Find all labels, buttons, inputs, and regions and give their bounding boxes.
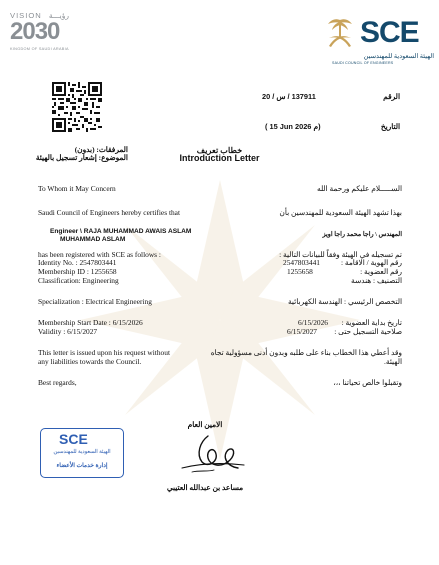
identity-arabic-label: رقم الهوية / الاقامة :: [340, 258, 402, 267]
identity-english: Identity No. : 2547803441: [38, 258, 117, 267]
vision-logo-subtitle: KINGDOM OF SAUDI ARABIA: [10, 47, 69, 51]
engineer-name-line1: Engineer \ RAJA MUHAMMAD AWAIS ASLAM: [50, 228, 192, 235]
engineer-name-arabic: المهندس \ راجا محمد راجا اويز: [322, 231, 402, 238]
letter-date-label: التاريخ: [380, 122, 400, 131]
membership-arabic-value: 1255658: [287, 267, 313, 276]
issued-arabic-line1: وقد أعطي هذا الخطاب بناء على طلبه وبدون أدنى مسؤولية تجاه: [210, 348, 402, 357]
secretary-general-title: الامين العام: [187, 420, 223, 429]
handwritten-signature-icon: [178, 432, 248, 480]
stamp-line1: الهيئة السعودية للمهندسين: [53, 449, 111, 455]
specialization-english: Specialization : Electrical Engineering: [38, 297, 152, 306]
vision-logo-arabic: رؤيـــة: [48, 11, 70, 20]
vision-logo-label: VISION رؤيـــة: [10, 11, 70, 20]
official-stamp: [40, 428, 124, 478]
membership-arabic-label: رقم العضوية :: [360, 267, 402, 276]
start-date-english: Membership Start Date : 6/15/2026: [38, 318, 143, 327]
specialization-arabic: التخصص الرئيسي : الهندسة الكهربائية: [287, 297, 402, 306]
sce-logo-english: SAUDI COUNCIL OF ENGINEERS: [332, 61, 394, 65]
sce-logo: SCE: [360, 16, 419, 49]
title-english: Introduction Letter: [179, 153, 260, 163]
validity-arabic-value: 6/15/2027: [287, 327, 317, 336]
validity-english: Validity : 6/15/2027: [38, 327, 98, 336]
registered-english: has been registered with SCE as follows :: [38, 250, 161, 259]
regards-english: Best regards,: [38, 378, 77, 387]
issued-arabic-line2: الهيئة.: [384, 357, 402, 366]
letter-number-value: 137911 / س / 20: [262, 92, 316, 101]
registered-arabic: تم تسجيله في الهيئة وفقاً للبيانات التالية :: [279, 250, 402, 259]
greeting-arabic: الســـــلام عليكم ورحمة الله: [317, 184, 402, 193]
greeting-english: To Whom it May Concern: [38, 184, 116, 193]
validity-arabic-label: صلاحية التسجيل حتى :: [334, 327, 402, 336]
engineer-name-line2: MUHAMMAD ASLAM: [60, 236, 126, 243]
certifies-english: Saudi Council of Engineers hereby certifies that: [38, 208, 181, 217]
stamp-line2: إدارة خدمات الأعضاء: [56, 463, 108, 469]
issued-english-line2: any liabilities towards the Council.: [38, 357, 142, 366]
certifies-arabic: بهذا تشهد الهيئة السعودية للمهندسين بأن: [279, 208, 402, 217]
stamp-logo: SCE: [59, 431, 88, 447]
title-arabic: خطاب تعريف: [196, 146, 243, 155]
subject-line: الموضوع: إشعار تسجيل بالهيئة: [35, 153, 128, 162]
secretary-general-name: مساعد بن عبدالله العتيبي: [166, 483, 244, 492]
membership-english: Membership ID : 1255658: [38, 267, 117, 276]
start-date-arabic-value: 6/15/2026: [298, 318, 328, 327]
vision-2030-logo: 2030: [10, 18, 60, 45]
start-date-arabic-label: تاريخ بداية العضوية :: [341, 318, 402, 327]
qr-code-icon: [52, 82, 102, 132]
regards-arabic: وتقبلوا خالص تحياتنا ،،،: [333, 378, 402, 387]
issued-english-line1: This letter is issued upon his request without: [38, 348, 170, 357]
classification-arabic: التصنيف : هندسة: [351, 276, 402, 285]
attachments-line: المرفقات: (بدون): [74, 145, 128, 154]
classification-english: Classification: Engineering: [38, 276, 119, 285]
letter-number-label: الرقم: [383, 92, 400, 101]
sce-logo-arabic: الهيئة السعودية للمهندسين: [363, 53, 434, 60]
identity-arabic-value: 2547803441: [283, 258, 320, 267]
palm-swords-emblem-icon: [325, 16, 355, 50]
letter-date-value: ( 15 Jun 2026 م): [265, 122, 321, 131]
